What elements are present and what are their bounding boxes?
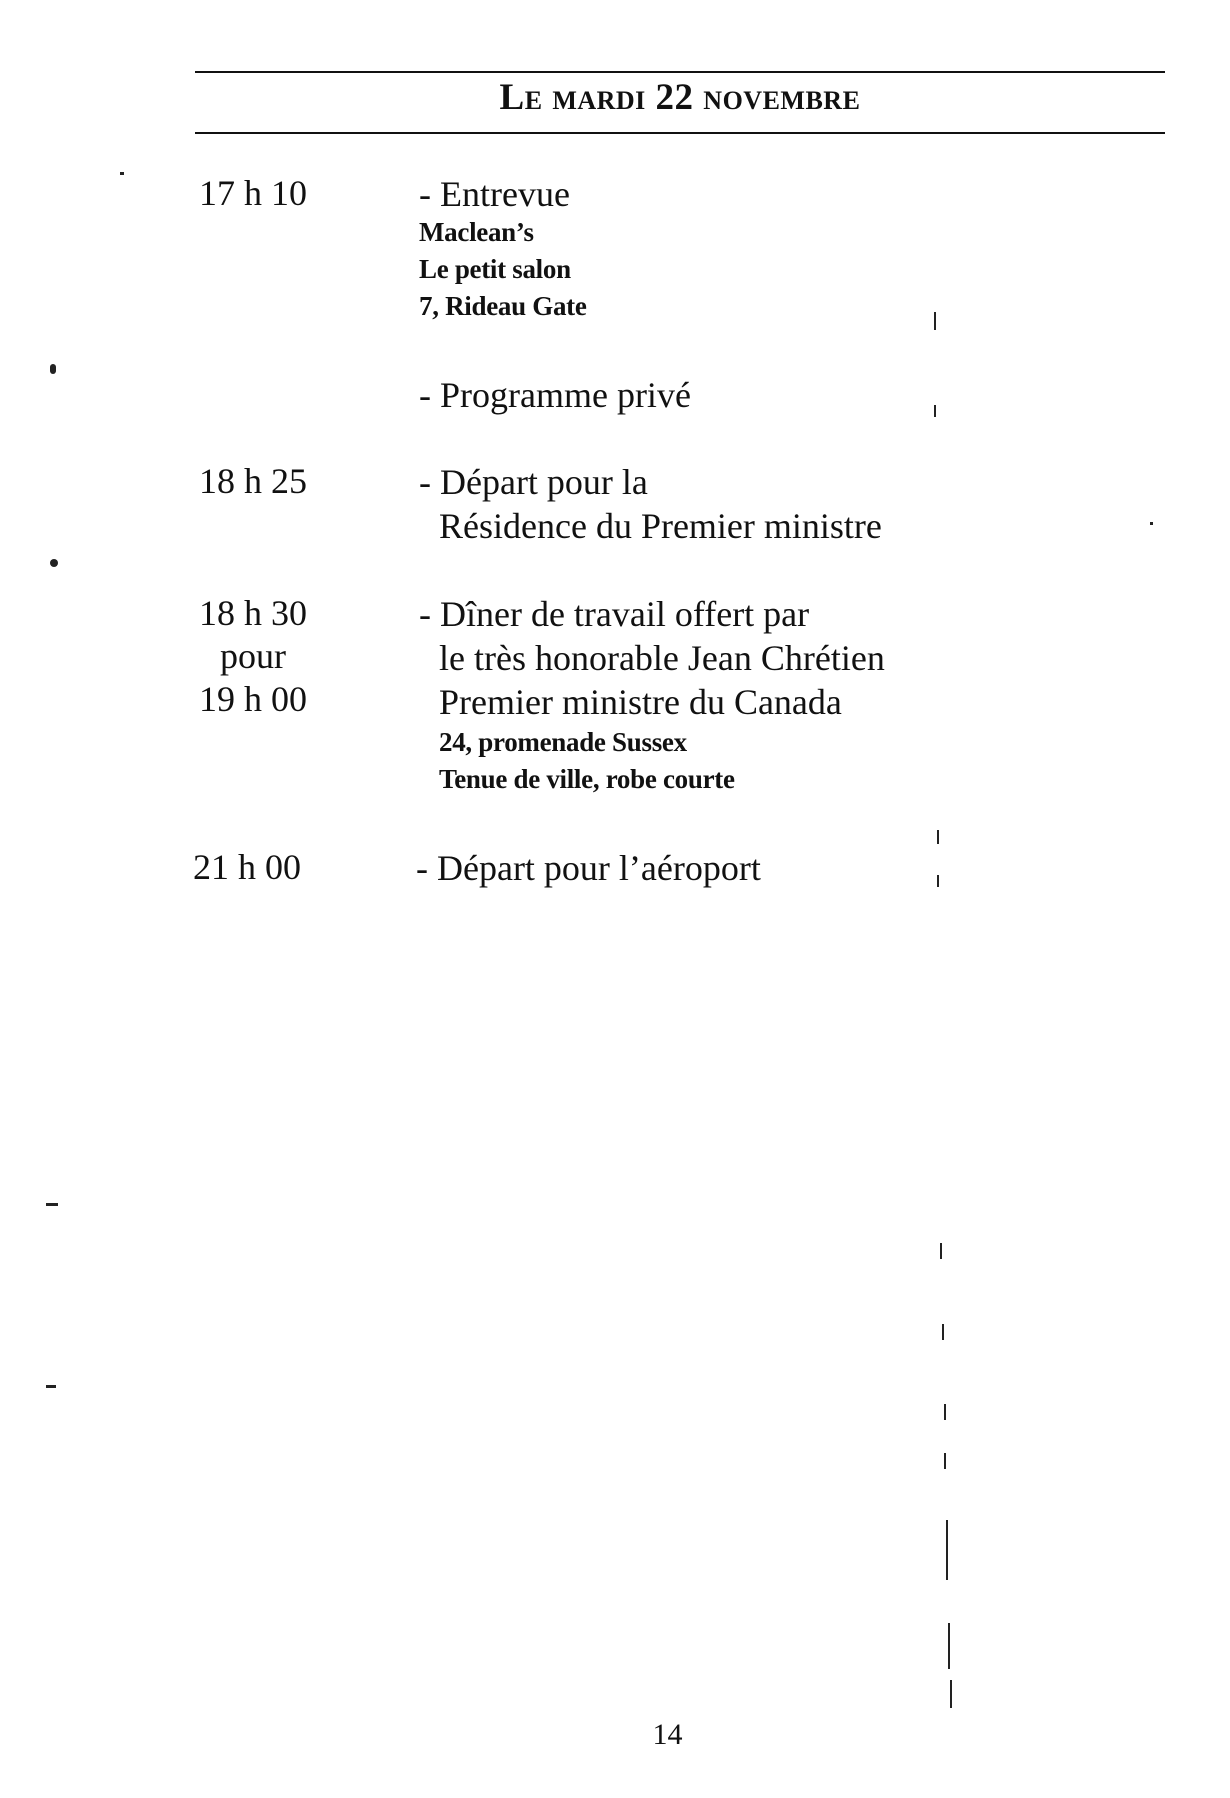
scan-speck — [937, 875, 939, 887]
time-line: 17 h 10 — [199, 173, 307, 213]
scan-speck — [940, 1243, 942, 1259]
entry-title: - Dîner de travail offert par — [419, 594, 810, 634]
time-line: 21 h 00 — [193, 847, 301, 887]
entry-title-continued: le très honorable Jean Chrétien — [439, 638, 885, 678]
entry-time — [178, 172, 328, 215]
scan-speck — [46, 1385, 56, 1388]
entry-detail: Tenue de ville, robe courte — [439, 764, 735, 794]
scan-speck — [934, 312, 936, 330]
entry-description — [419, 373, 691, 417]
scan-speck — [942, 1324, 944, 1340]
scan-speck — [950, 1680, 952, 1708]
entry-title-continued: Résidence du Premier ministre — [439, 506, 882, 546]
scan-speck — [944, 1453, 946, 1469]
entry-title: - Entrevue — [419, 174, 570, 214]
header-rule-bottom — [195, 132, 1165, 134]
scan-speck — [1150, 522, 1153, 525]
scan-speck — [948, 1623, 950, 1669]
entry-time — [178, 460, 328, 503]
entry-detail: Le petit salon — [419, 254, 571, 284]
scan-speck — [120, 172, 124, 175]
entry-time — [172, 846, 322, 889]
entry-description — [419, 592, 885, 798]
entry-title: - Départ pour la — [419, 462, 648, 502]
entry-title-continued: Premier ministre du Canada — [439, 682, 842, 722]
scan-speck — [946, 1520, 948, 1580]
entry-detail: Maclean’s — [419, 217, 534, 247]
entry-description — [419, 172, 587, 325]
scan-speck — [934, 405, 936, 417]
time-line: 19 h 00 — [199, 679, 307, 719]
time-line: pour — [220, 636, 286, 676]
entry-detail: 24, promenade Sussex — [439, 727, 687, 757]
entry-title: - Départ pour l’aéroport — [416, 848, 761, 888]
time-line: 18 h 25 — [199, 461, 307, 501]
header-rule-top — [195, 71, 1165, 73]
entry-detail: 7, Rideau Gate — [419, 291, 587, 321]
entry-description — [416, 846, 761, 890]
time-line: 18 h 30 — [199, 593, 307, 633]
scan-speck — [50, 559, 58, 567]
page-number: 14 — [652, 1718, 683, 1751]
scan-speck — [46, 1203, 58, 1206]
scan-speck — [937, 830, 939, 844]
entry-description — [419, 460, 882, 548]
page-title: Le mardi 22 novembre — [499, 77, 861, 118]
scan-speck — [50, 364, 56, 374]
scan-speck — [944, 1404, 946, 1420]
entry-title: - Programme privé — [419, 375, 691, 415]
entry-time — [178, 592, 328, 721]
